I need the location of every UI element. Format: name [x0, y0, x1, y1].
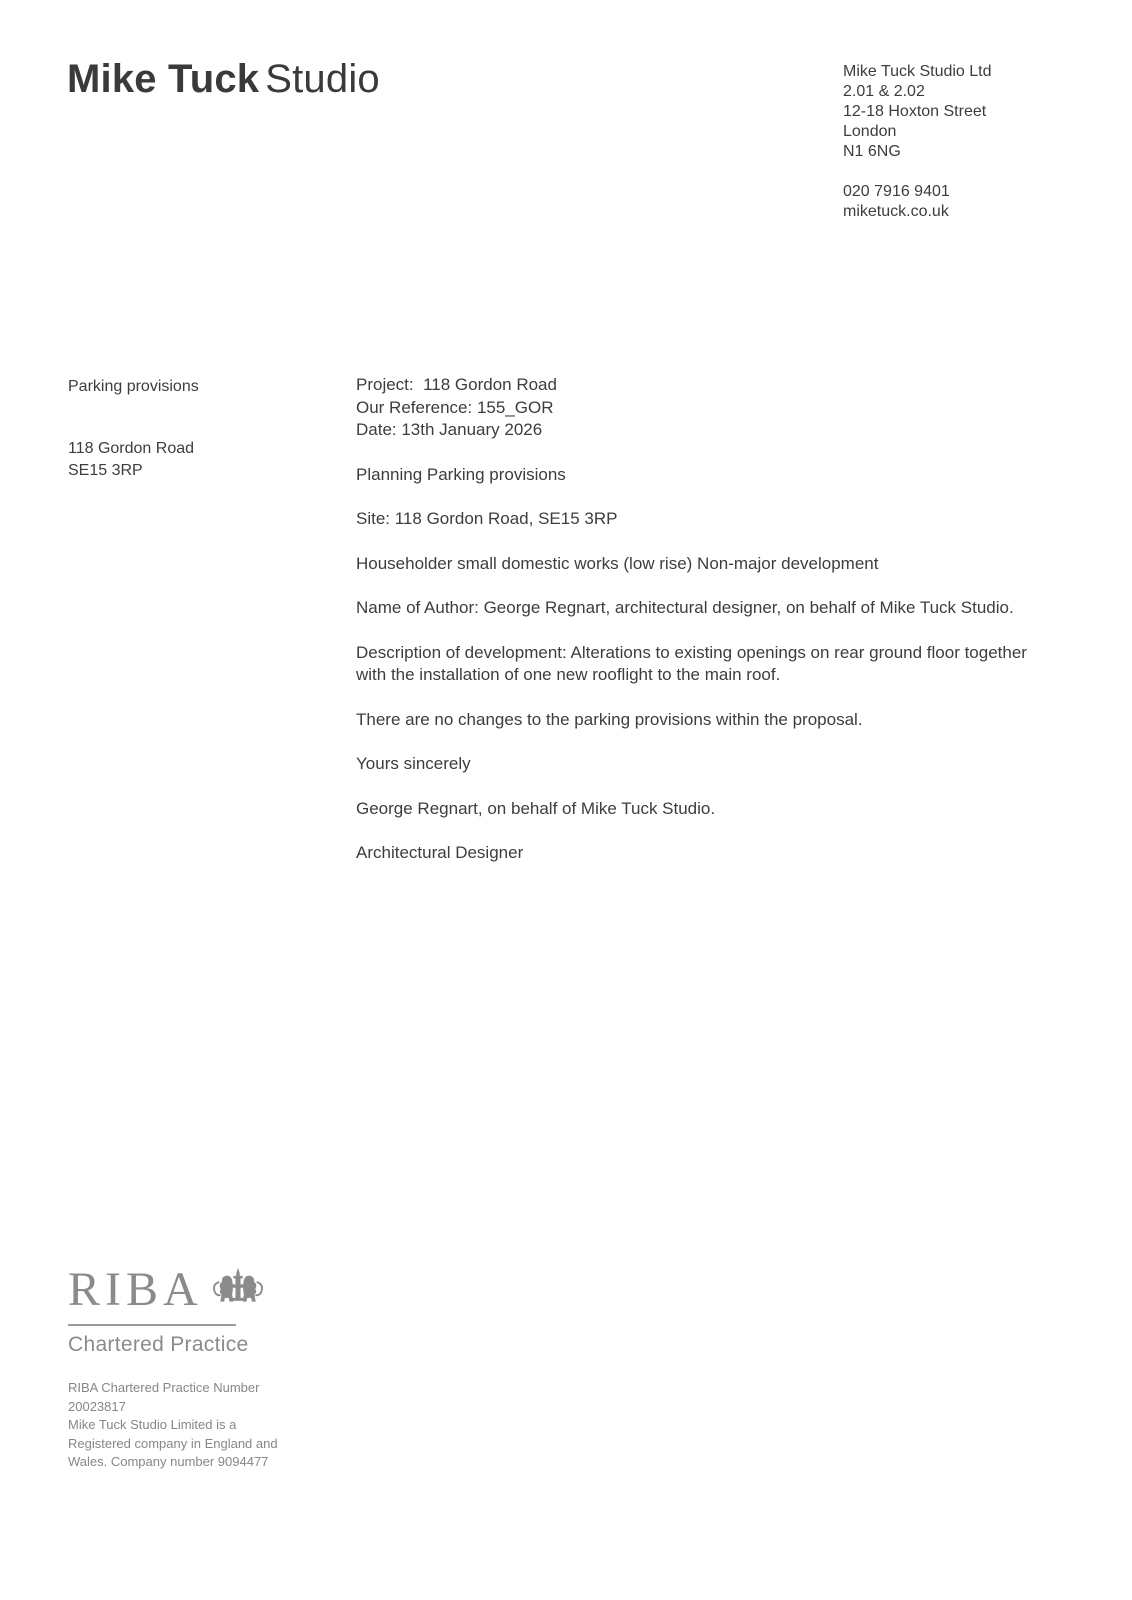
address-line: N1 6NG [843, 143, 901, 160]
letter-paragraph: There are no changes to the parking provisions within the proposal. [356, 709, 863, 729]
small-print-line: Mike Tuck Studio Limited is a [68, 1417, 237, 1432]
letter-paragraph: Householder small domestic works (low rise) Non-major development [356, 553, 879, 573]
company-registration-block [68, 1379, 278, 1472]
address-line: Mike Tuck Studio Ltd [843, 63, 992, 80]
small-print-line: Wales. Company number 9094477 [68, 1454, 269, 1469]
small-print-line: 20023817 [68, 1398, 126, 1414]
riba-wordmark: RIBA [68, 1263, 203, 1316]
website-url: miketuck.co.uk [843, 203, 949, 220]
logo-text-regular: Studio [265, 57, 380, 101]
studio-logo [67, 57, 380, 102]
address-line: London [843, 123, 897, 140]
letter-body [356, 374, 1051, 887]
letter-closing: Yours sincerely [356, 754, 471, 773]
letter-paragraph: Planning Parking provisions [356, 464, 566, 484]
logo-text-bold: Mike Tuck [67, 57, 260, 101]
phone-number: 020 7916 9401 [843, 183, 950, 200]
studio-address-block [843, 62, 992, 222]
site-address-line: 118 Gordon Road [68, 440, 195, 457]
letter-signature: George Regnart, on behalf of Mike Tuck Studio. [356, 798, 716, 818]
riba-logo [68, 1263, 278, 1316]
letter-meta-block [356, 374, 1051, 442]
meta-date: Date: 13th January 2026 [356, 420, 543, 439]
address-line: 12-18 Hoxton Street [843, 103, 987, 120]
letter-signature-title: Architectural Designer [356, 843, 524, 862]
riba-chartered-practice-label: Chartered Practice [68, 1333, 249, 1356]
studio-contact-block [843, 182, 992, 222]
site-address-line: SE15 3RP [68, 462, 143, 479]
riba-divider [68, 1324, 236, 1326]
letter-subject: Parking provisions [68, 378, 199, 395]
small-print-line: RIBA Chartered Practice Number [68, 1380, 260, 1395]
meta-project: Project: 118 Gordon Road [356, 375, 557, 394]
left-column [68, 376, 318, 482]
letter-paragraph: Name of Author: George Regnart, architectural designer, on behalf of Mike Tuck Studio. [356, 598, 1014, 617]
letter-paragraph: Site: 118 Gordon Road, SE15 3RP [356, 509, 618, 528]
small-print-line: Registered company in England and [68, 1435, 278, 1451]
meta-reference: Our Reference: 155_GOR [356, 397, 554, 417]
letter-paragraph: Description of development: Alterations to existing openings on rear ground floor together with the installation of one new rooflight to the main roof. [356, 642, 1032, 684]
riba-lions-emblem-icon [211, 1266, 265, 1312]
address-line: 2.01 & 2.02 [843, 83, 925, 100]
riba-footer-block [68, 1263, 278, 1472]
site-address-block [68, 438, 318, 482]
